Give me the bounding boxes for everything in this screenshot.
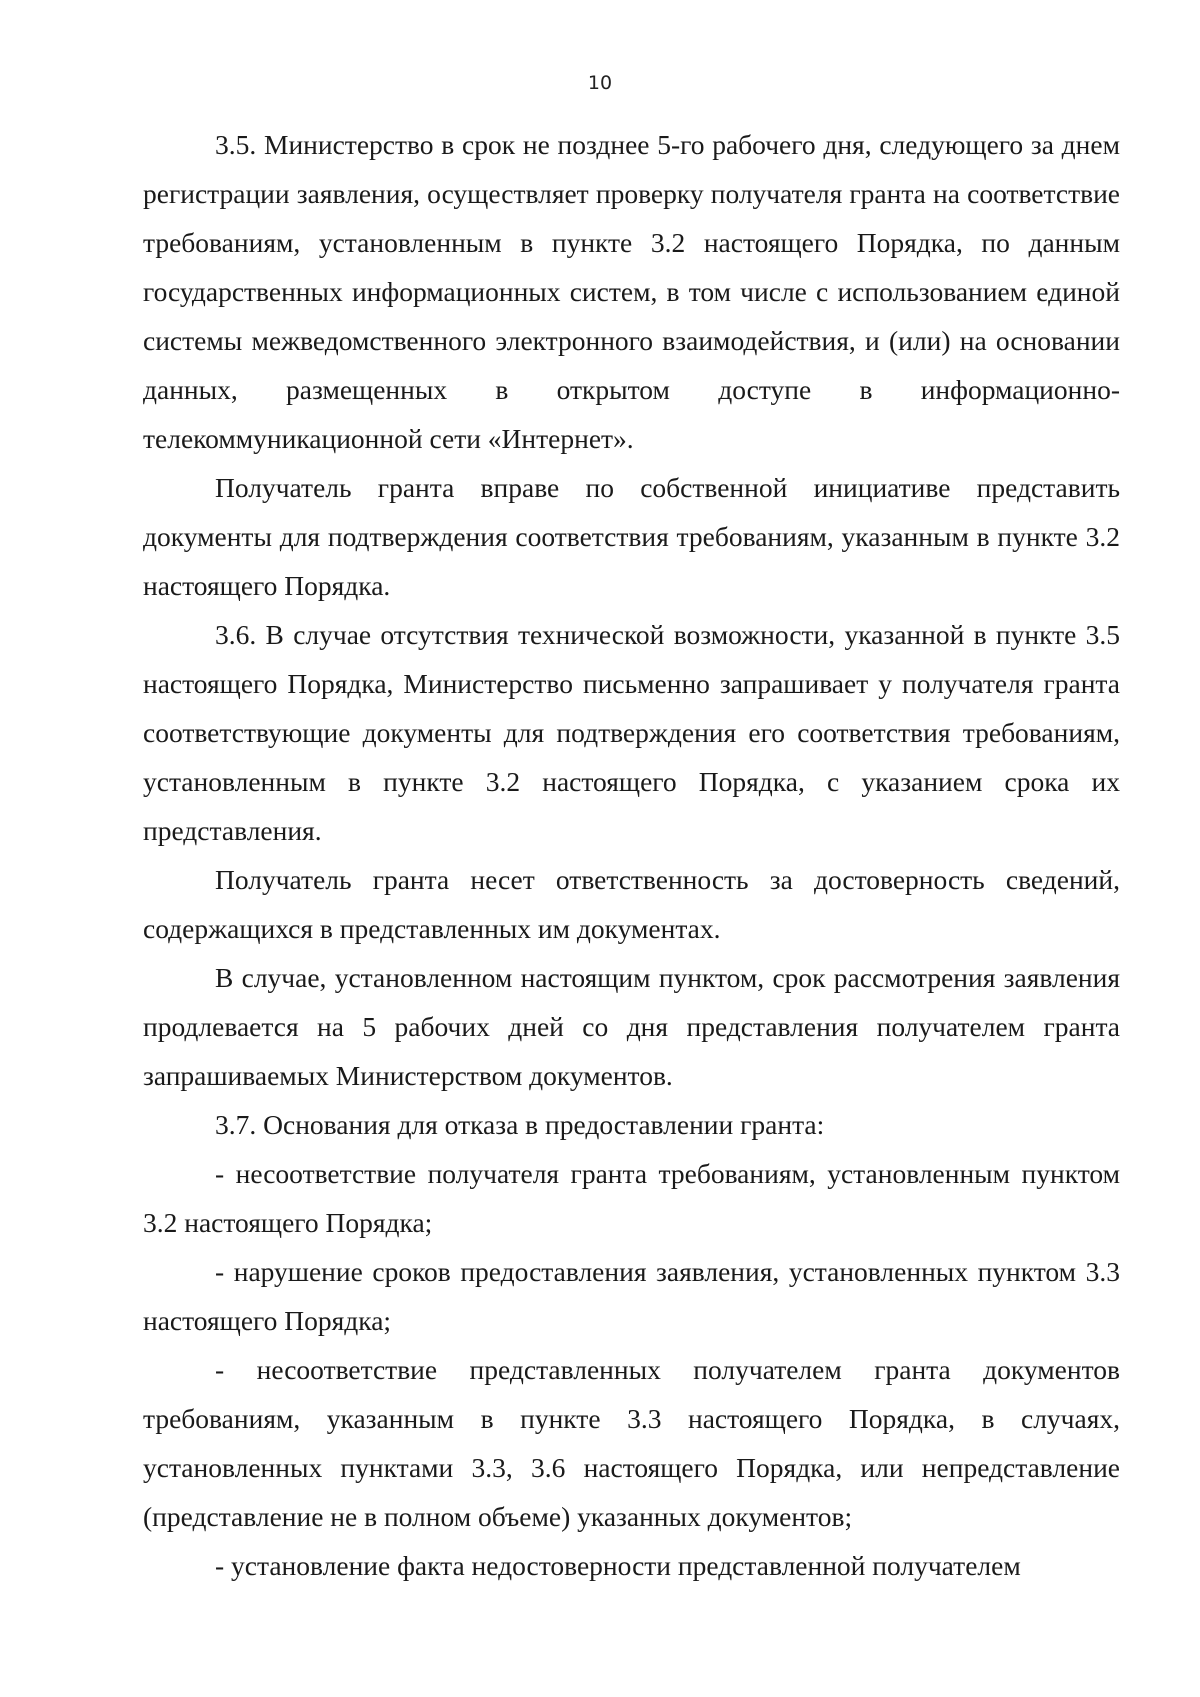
paragraph-3-7-heading: 3.7. Основания для отказа в предоставлении гранта: <box>215 1109 825 1140</box>
page-number: 10 <box>587 72 613 94</box>
list-item-unreliability: - установление факта недостоверности представленной получателем <box>215 1550 1021 1581</box>
paragraph-recipient-responsibility: Получатель гранта несет ответственность за достоверность сведений, содержащихся в представленных им документах. <box>143 864 1120 944</box>
paragraph-3-6: 3.6. В случае отсутствия технической возможности, указанной в пункте 3.5 настоящего Порядка, Министерство письменно запрашивает у получателя гранта соответствующие документы для подтверждения его соответствия требованиям, установленным в пункте 3.2 настоящего Порядка, с указанием срока их представления. <box>143 619 1120 846</box>
paragraph-3-5: 3.5. Министерство в срок не позднее 5-го рабочего дня, следующего за днем регистрации заявления, осуществляет проверку получателя гранта на соответствие требованиям, установленным в пункте 3.2 настоящего Порядка, по данным государственных информационных систем, в том числе с использованием единой системы межведомственного электронного взаимодействия, и (или) на основании данных, размещенных в открытом доступе в информационно-телекоммуникационной сети «Интернет». <box>143 129 1120 454</box>
list-item-deadline-violation: - нарушение сроков предоставления заявления, установленных пунктом 3.3 настоящего Порядка; <box>143 1256 1120 1336</box>
list-item-nonconformity: - несоответствие получателя гранта требованиям, установленным пунктом 3.2 настоящего Порядка; <box>143 1158 1120 1238</box>
list-item-documents-nonconformity: - несоответствие представленных получателем гранта документов требованиям, указанным в пункте 3.3 настоящего Порядка, в случаях, установленных пунктами 3.3, 3.6 настоящего Порядка, или непредставление (представление не в полном объеме) указанных документов; <box>143 1354 1120 1532</box>
paragraph-recipient-initiative: Получатель гранта вправе по собственной инициативе представить документы для подтверждения соответствия требованиям, указанным в пункте 3.2 настоящего Порядка. <box>143 472 1120 601</box>
paragraph-term-extension: В случае, установленном настоящим пунктом, срок рассмотрения заявления продлевается на 5 рабочих дней со дня представления получателем гранта запрашиваемых Министерством документов. <box>143 962 1120 1091</box>
document-body <box>143 120 1120 1590</box>
